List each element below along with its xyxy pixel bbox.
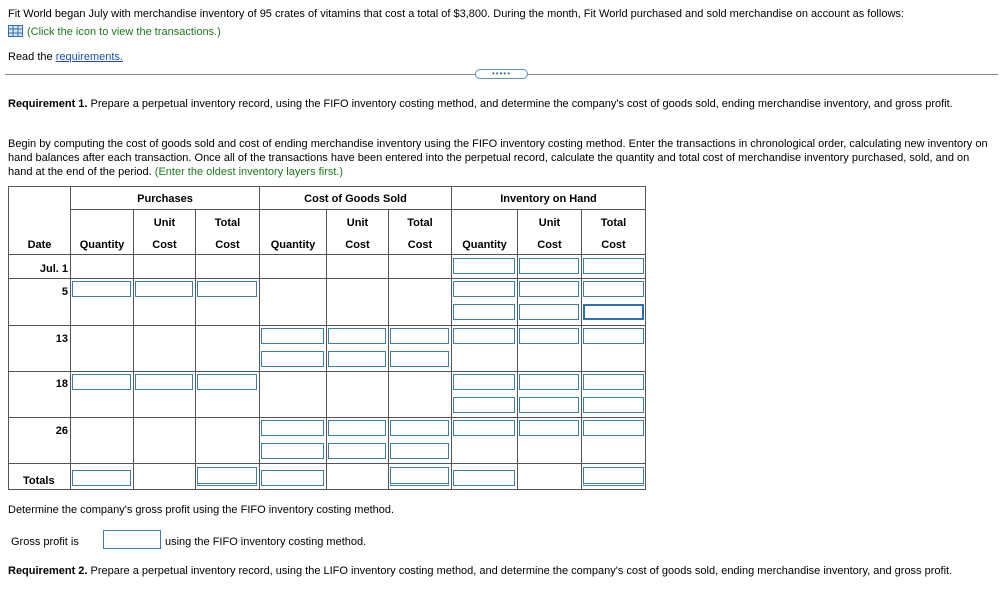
read-requirements-line xyxy=(8,51,123,63)
totals-purchase-totalcost-input[interactable] xyxy=(197,467,257,486)
jul5-purchase-totalcost-input[interactable] xyxy=(197,281,257,297)
purchases-totalcost-header: Cost xyxy=(215,239,240,251)
req2-text: Prepare a perpetual inventory record, using the LIFO inventory costing method, and determine the company's cost of goods sold, ending merchandise inventory, and gross profit. xyxy=(87,565,953,577)
gross-profit-question: Determine the company's gross profit using the FIFO inventory costing method. xyxy=(8,504,395,516)
onhand-quantity-header: Quantity xyxy=(462,239,507,251)
onhand-unit-header: Unit xyxy=(538,217,561,229)
jul1-onhand-unitcost-input[interactable] xyxy=(519,258,579,274)
instructions xyxy=(8,137,993,179)
jul26-onhand-quantity-input[interactable] xyxy=(453,420,515,436)
date-18: 18 xyxy=(55,378,68,390)
gross-profit-suffix: using the FIFO inventory costing method. xyxy=(165,536,367,548)
date-13: 13 xyxy=(55,333,68,345)
cogs-totalcost-header: Cost xyxy=(407,239,433,251)
jul5-onhand-quantity-input-1[interactable] xyxy=(453,281,515,297)
header-purchases: Purchases xyxy=(137,193,193,205)
click-icon-text: (Click the icon to view the transactions.) xyxy=(27,26,221,38)
jul1-onhand-totalcost-input[interactable] xyxy=(583,258,644,274)
jul18-onhand-totalcost-input-2[interactable] xyxy=(583,397,644,413)
totals-cogs-quantity-input[interactable] xyxy=(261,470,324,486)
expand-handle[interactable]: ••••• xyxy=(475,69,528,79)
jul18-onhand-totalcost-input-1[interactable] xyxy=(583,374,644,390)
req1-text: Prepare a perpetual inventory record, using the FIFO inventory costing method, and determine the company's cost of goods sold, ending merchandise inventory, and gross profit. xyxy=(87,98,953,110)
jul26-cogs-totalcost-input-2[interactable] xyxy=(390,443,449,459)
requirements-link[interactable]: requirements. xyxy=(55,51,123,63)
jul18-purchase-unitcost-input[interactable] xyxy=(135,374,193,390)
jul13-cogs-totalcost-input-1[interactable] xyxy=(390,328,449,344)
jul26-cogs-unitcost-input-1[interactable] xyxy=(328,420,386,436)
jul5-onhand-unitcost-input-1[interactable] xyxy=(519,281,579,297)
jul18-onhand-unitcost-input-1[interactable] xyxy=(519,374,579,390)
purchases-total-header: Total xyxy=(214,217,241,229)
gross-profit-input[interactable] xyxy=(103,530,161,549)
jul18-purchase-totalcost-input[interactable] xyxy=(197,374,257,390)
date-26: 26 xyxy=(55,425,68,437)
oldest-layers-hint: (Enter the oldest inventory layers first.) xyxy=(154,166,344,178)
totals-onhand-totalcost-input[interactable] xyxy=(583,467,644,486)
totals-onhand-quantity-input[interactable] xyxy=(453,470,515,486)
instructions-text: Begin by computing the cost of goods sold and cost of ending merchandise inventory using the FIFO inventory costing method. Enter the transactions in chronological order, calculating new inventory on hand balances after each transaction. Once all of the transactions have been entered into the perpetual record, calculate the quantity and total cost of merchandise inventory purchased, sold, and on hand at the end of the period. xyxy=(8,138,988,178)
totals-cogs-totalcost-input[interactable] xyxy=(390,467,449,486)
jul5-onhand-totalcost-input-2[interactable] xyxy=(583,304,644,320)
read-prefix: Read the xyxy=(8,51,56,63)
header-inventory-on-hand: Inventory on Hand xyxy=(500,193,597,205)
jul18-onhand-unitcost-input-2[interactable] xyxy=(519,397,579,413)
totals-purchase-quantity-input[interactable] xyxy=(72,470,131,486)
jul5-onhand-unitcost-input-2[interactable] xyxy=(519,304,579,320)
onhand-total-header: Total xyxy=(600,217,627,229)
jul5-purchase-quantity-input[interactable] xyxy=(72,281,131,297)
jul13-cogs-quantity-input-1[interactable] xyxy=(261,328,324,344)
req1-label: Requirement 1. xyxy=(8,98,88,110)
date-header: Date xyxy=(27,239,52,251)
jul13-onhand-quantity-input[interactable] xyxy=(453,328,515,344)
requirement-2 xyxy=(8,565,993,578)
jul5-purchase-unitcost-input[interactable] xyxy=(135,281,193,297)
date-5: 5 xyxy=(61,286,68,298)
purchases-quantity-header: Quantity xyxy=(79,239,125,251)
purchases-cost-header: Cost xyxy=(152,239,177,251)
cogs-quantity-header: Quantity xyxy=(270,239,316,251)
jul18-onhand-quantity-input-2[interactable] xyxy=(453,397,515,413)
jul26-cogs-unitcost-input-2[interactable] xyxy=(328,443,386,459)
intro-text: Fit World began July with merchandise inventory of 95 crates of vitamins that cost a total of $3,800. During the month, Fit World purchased and sold merchandise on account as follows: xyxy=(8,8,904,20)
jul5-onhand-totalcost-input-1[interactable] xyxy=(583,281,644,297)
perpetual-inventory-table xyxy=(8,186,646,490)
date-jul-1: Jul. 1 xyxy=(39,263,68,275)
jul13-onhand-totalcost-input[interactable] xyxy=(583,328,644,344)
gross-profit-prefix: Gross profit is xyxy=(11,536,79,548)
onhand-totalcost-header: Cost xyxy=(601,239,626,251)
jul18-onhand-quantity-input-1[interactable] xyxy=(453,374,515,390)
jul13-onhand-unitcost-input[interactable] xyxy=(519,328,579,344)
jul26-onhand-unitcost-input[interactable] xyxy=(519,420,579,436)
jul13-cogs-totalcost-input-2[interactable] xyxy=(390,351,449,367)
table-icon[interactable] xyxy=(8,25,23,37)
view-transactions[interactable] xyxy=(8,25,221,38)
cogs-total-header: Total xyxy=(407,217,433,229)
cogs-unit-header: Unit xyxy=(346,217,369,229)
purchases-unit-header: Unit xyxy=(153,217,176,229)
jul13-cogs-unitcost-input-2[interactable] xyxy=(328,351,386,367)
jul13-cogs-unitcost-input-1[interactable] xyxy=(328,328,386,344)
jul26-cogs-totalcost-input-1[interactable] xyxy=(390,420,449,436)
jul18-purchase-quantity-input[interactable] xyxy=(72,374,131,390)
jul5-onhand-quantity-input-2[interactable] xyxy=(453,304,515,320)
jul13-cogs-quantity-input-2[interactable] xyxy=(261,351,324,367)
req2-label: Requirement 2. xyxy=(8,565,88,577)
requirement-1 xyxy=(8,98,993,111)
totals-label: Totals xyxy=(23,475,55,487)
jul26-cogs-quantity-input-2[interactable] xyxy=(261,443,324,459)
jul1-onhand-quantity-input[interactable] xyxy=(453,258,515,274)
header-cogs: Cost of Goods Sold xyxy=(304,193,407,205)
jul26-onhand-totalcost-input[interactable] xyxy=(583,420,644,436)
cogs-cost-header: Cost xyxy=(345,239,370,251)
onhand-cost-header: Cost xyxy=(537,239,562,251)
jul26-cogs-quantity-input-1[interactable] xyxy=(261,420,324,436)
